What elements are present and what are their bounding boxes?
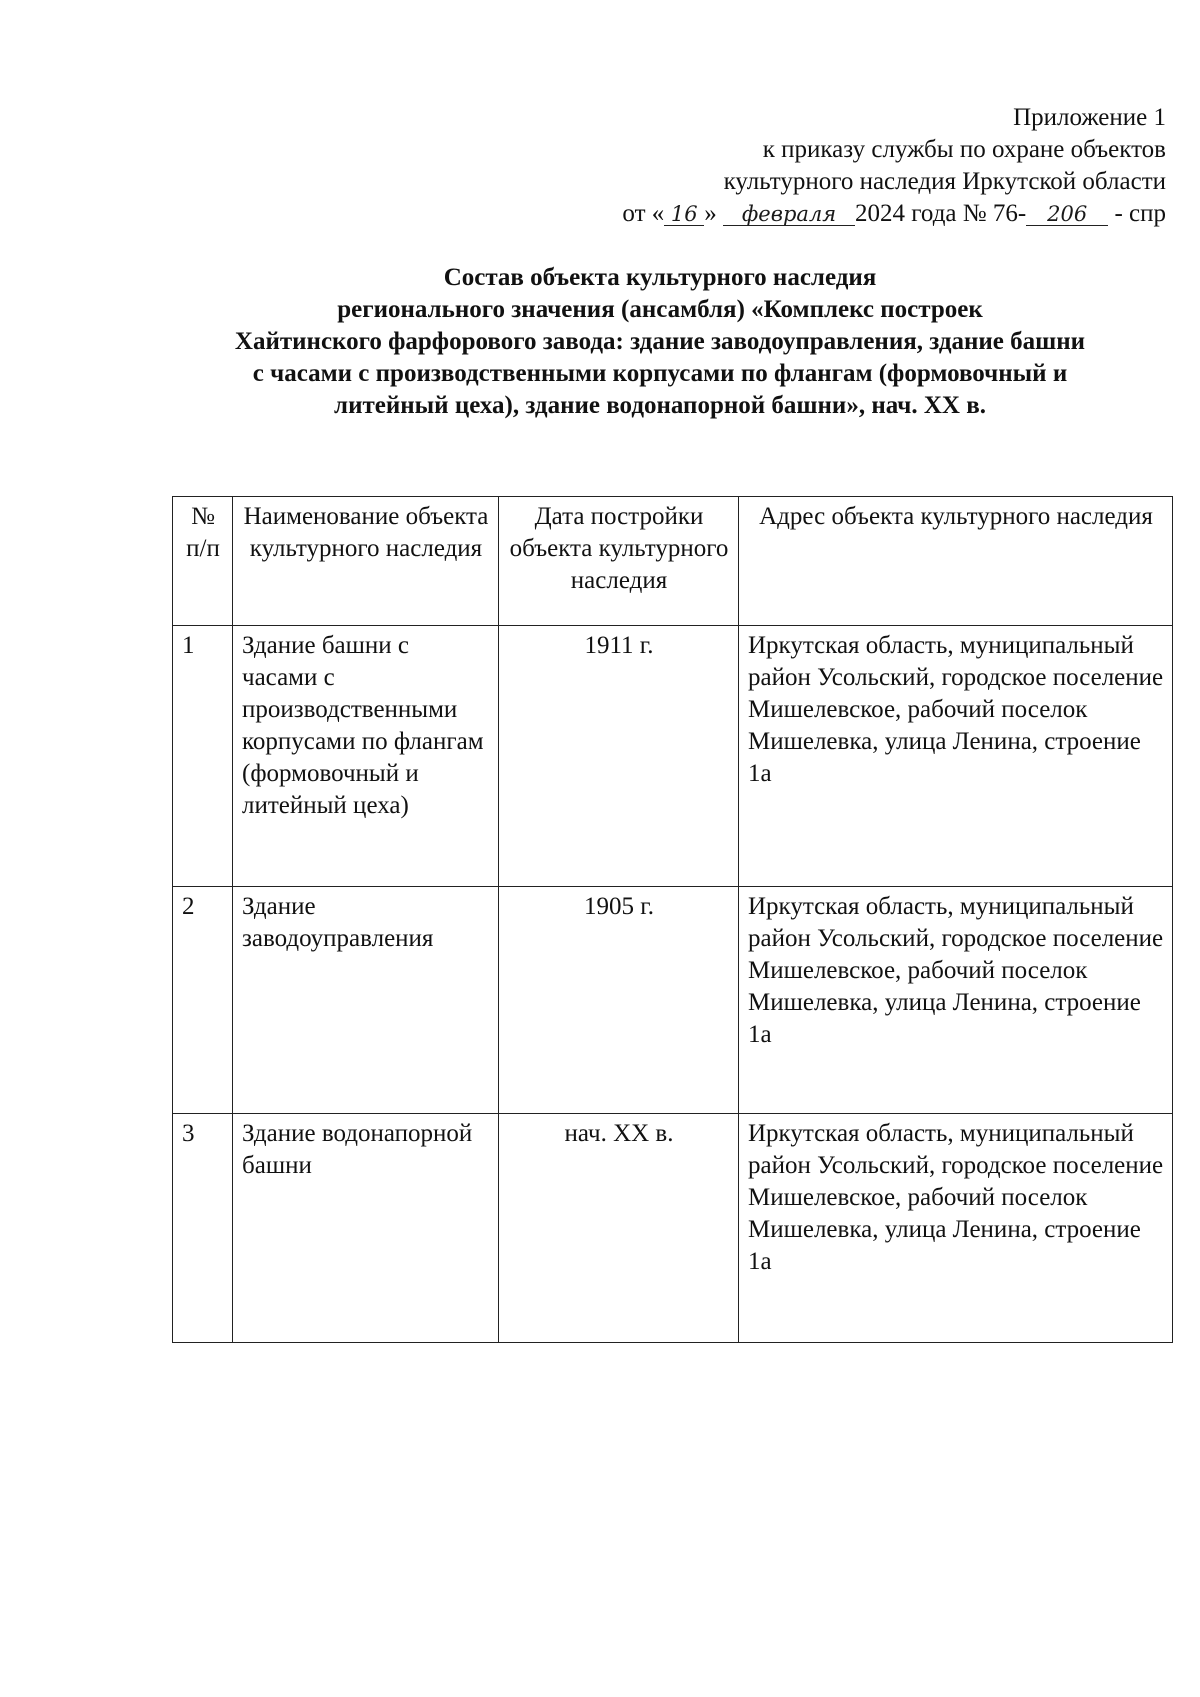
header-address: Адрес объекта культурного наследия — [739, 497, 1173, 626]
date-quote-close: » — [704, 200, 717, 227]
header-name: Наименование объекта культурного наследия — [233, 497, 499, 626]
title-line-3: Хайтинского фарфорового завода: здание заводоуправления, здание башни — [234, 328, 1086, 355]
title-line-2: регионального значения (ансамбля) «Комплекс построек — [337, 296, 983, 323]
row-name: Здание водонапорной башни — [233, 1114, 499, 1343]
table-row — [173, 1114, 1173, 1343]
row-num: 2 — [173, 887, 233, 1114]
row-address: Иркутская область, муниципальный район Усольский, городское поселение Мишелевское, рабочий поселок Мишелевка, улица Ленина, строение 1а — [739, 887, 1173, 1114]
date-prefix: от « — [622, 200, 665, 227]
table-row — [173, 626, 1173, 887]
row-address: Иркутская область, муниципальный район Усольский, городское поселение Мишелевское, рабочий поселок Мишелевка, улица Ленина, строение 1а — [739, 626, 1173, 887]
title-line-4: с часами с производственными корпусами по флангам (формовочный и — [252, 360, 1068, 387]
row-num: 3 — [173, 1114, 233, 1343]
appendix-line-order: к приказу службы по охране объектов — [762, 136, 1166, 163]
row-num: 1 — [173, 626, 233, 887]
table-header-row — [173, 497, 1173, 626]
heritage-table — [172, 496, 1173, 1343]
handwritten-day: 16 — [664, 203, 704, 226]
title-line-5: литейный цеха), здание водонапорной башни», нач. XX в. — [334, 392, 986, 419]
date-year: 2024 года № 76- — [855, 200, 1027, 227]
order-suffix: - спр — [1114, 200, 1166, 227]
appendix-line-agency: культурного наследия Иркутской области — [723, 168, 1166, 195]
document-title — [150, 262, 1170, 422]
appendix-header — [622, 102, 1166, 230]
title-line-1: Состав объекта культурного наследия — [443, 264, 877, 291]
header-date: Дата постройки объекта культурного наследия — [499, 497, 739, 626]
row-name: Здание башни с часами с производственными корпусами по флангам (формовочный и литейный цеха) — [233, 626, 499, 887]
row-date: 1905 г. — [499, 887, 739, 1114]
appendix-date-line — [622, 198, 1166, 230]
row-name: Здание заводоуправления — [233, 887, 499, 1114]
row-date: 1911 г. — [499, 626, 739, 887]
handwritten-month: февраля — [723, 203, 855, 226]
appendix-title: Приложение 1 — [1013, 104, 1166, 131]
table-row — [173, 887, 1173, 1114]
handwritten-order-number: 206 — [1026, 203, 1108, 226]
header-num: № п/п — [173, 497, 233, 626]
row-date: нач. XX в. — [499, 1114, 739, 1343]
row-address: Иркутская область, муниципальный район Усольский, городское поселение Мишелевское, рабочий поселок Мишелевка, улица Ленина, строение 1а — [739, 1114, 1173, 1343]
